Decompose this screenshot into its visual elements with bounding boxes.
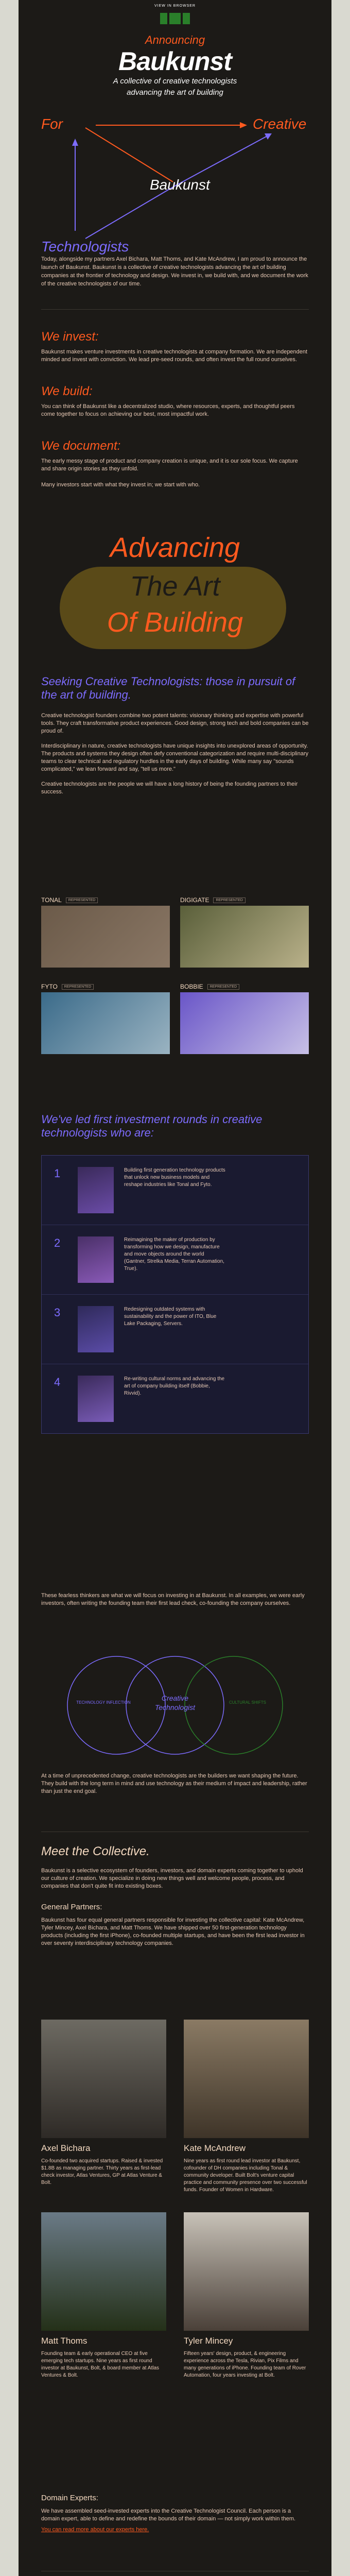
partner-card [41,2212,166,2379]
investment-number: 4 [54,1376,61,1388]
portfolio-item[interactable] [41,896,170,968]
seeking-title: Seeking Creative Technologists: those in pursuit of the art of building. [41,675,295,701]
document-title: We document: [41,439,121,453]
portfolio-grid [19,896,331,1113]
portfolio-name: BOBBIE [180,983,203,990]
brand-diagram [19,110,331,264]
portfolio-item[interactable] [180,896,309,968]
investment-text: Redesigning outdated systems with sustainability and the power of ITO, Blue Lake Packaging, Servers. [124,1307,217,1327]
portfolio-name: TONAL [41,896,62,904]
partner-photo [41,2020,166,2138]
partner-photo [184,2020,309,2138]
investment-image [78,1306,114,1352]
advancing-line-1: Advancing [110,532,240,563]
partner-name: Axel Bichara [41,2143,91,2153]
venn-body: At a time of unprecedented change, creative technologists are the builders we want shaping the future. They build with the long term in mind and use technology as their medium of impact and leadership, rather than just the end goal. [41,1773,307,1794]
tagline-line-2: advancing the art of building [127,88,223,97]
header [19,0,331,255]
diagram-for: For [41,116,63,132]
investment-image [78,1167,114,1213]
partner-bio: Co-founded two acquired startups. Raised & invested $1.8B as managing partner. Thirty years as first-lead check investor, Atlas Ventures, GP at Atlas Venture & Bolt. [41,2158,163,2185]
document-body: The early messy stage of product and company creation is unique, and it is our sole focus. We capture and share origin stories as they unfold. [41,458,298,472]
investment-item [42,1156,308,1225]
venn-left-label: TECHNOLOGY INFLECTION [76,1700,131,1705]
portfolio-item[interactable] [41,983,170,1054]
portfolio-badge: REPRESENTED [207,984,240,990]
portfolio-name: DIGIGATE [180,896,209,904]
domain-body: We have assembled seed-invested experts into the Creative Technologist Council. Each person is a domain expert, able to define and redefine the bounds of their domain — not simply work within them. [41,2508,296,2522]
pillars [19,330,331,526]
portfolio-badge: REPRESENTED [213,897,246,903]
portfolio-image [41,906,170,968]
investment-text: Reimagining the maker of production by transforming how we design, manufacture and move objects around the world (Gantner, Strelka Media, Terran Automation, True). [124,1237,224,1272]
investment-image [78,1376,114,1422]
tagline-line-1: A collective of creative technologists [113,77,237,86]
view-in-browser-link[interactable]: VIEW IN BROWSER [154,4,196,8]
venn-center-1: Creative [161,1694,189,1702]
seeking [19,675,331,891]
collective-title: Meet the Collective. [41,1844,150,1858]
partner-photo [184,2212,309,2331]
investment-image [78,1236,114,1283]
document-tagline: Many investors start with what they invest in; we start with who. [41,482,200,488]
gp-body: Baukunst has four equal general partners responsible for investing the collective capital: Kate McAndrew, Tyler Mincey, Axel Bichara, and Matt Thoms. We have shipped over 50 first-generation technology products (including the first iPhone), co-founded multiple startups, and have been the first lead investor in over seventy interdisciplinary technology companies. [41,1917,305,1946]
gp-heading: General Partners: [41,1903,102,1911]
portfolio-image [180,992,309,1054]
email-body [19,0,331,2576]
partner-card [184,2212,309,2379]
domain-heading: Domain Experts: [41,2494,98,2502]
seeking-p3: Creative technologists are the people we will have a long history of being the founding partners to their success. [41,781,298,795]
investments-list [41,1155,309,1434]
divider [41,309,309,310]
partner-name: Tyler Mincey [184,2336,233,2346]
investment-number: 2 [54,1236,61,1249]
investment-item [42,1295,308,1364]
partner-bio: Founding team & early operational CEO at five emerging tech startups. Nine years as first round investor at Baukunst, Bolt, & board member at Atlas Ventures & Bolt. [41,2351,160,2378]
portfolio-image [41,992,170,1054]
portfolio-item[interactable] [180,983,309,1054]
seeking-p2: Interdisciplinary in nature, creative technologists have unique insights into unexplored areas of opportunity. The products and systems they design often defy conventional categorization and require multi-disciplinary teams to clear technical and regulatory hurdles in the early days of building. While many say "sounds complicated," we lean forward and say, "tell us more." [41,743,309,772]
announcing-label: Announcing [145,33,205,46]
partner-bio: Fifteen years' design, product, & engineering experience across the Tesla, Rivian, Pix Films and many generations of iPhone. Founding team of Rover Automation, four years investing at Bolt. [184,2351,306,2378]
collective [19,1844,331,2009]
venn-right-label: CULTURAL SHIFTS [229,1700,266,1705]
logo [19,13,331,24]
venn-diagram [19,1649,331,1762]
build-body: You can think of Baukunst like a decentralized studio, where resources, experts, and thoughtful peers come together to focus on achieving our best, most impactful work. [41,403,295,417]
brand-title: Baukunst [118,47,232,76]
diagram-creative: Creative [253,116,307,132]
first-investments [19,1113,331,1577]
venn-body-wrap [19,1772,331,1824]
intro [19,255,331,337]
invest-body: Baukunst makes venture investments in creative technologists at company formation. We are independent minded and invest with conviction. We lead pre-seed rounds, and often invest the full round ourselves. [41,349,308,363]
portfolio-badge: REPRESENTED [66,897,98,903]
portfolio-name: FYTO [41,983,58,990]
partner-photo [41,2212,166,2331]
collective-intro: Baukunst is a selective ecosystem of founders, investors, and domain experts coming together to uphold our culture of creation. We specialize in doing new things well and welcome people, process, and companies that don't quite fit into existing boxes. [41,1868,303,1889]
investment-item [42,1225,308,1295]
investment-text: Building first generation technology products that unlock new business models and reshape industries like Tonal and Fyto. [124,1167,225,1188]
investment-number: 1 [54,1167,61,1180]
partners [19,2020,331,2473]
diagram-technologists: Technologists [41,239,129,255]
diagram-baukunst: Baukunst [150,177,210,193]
investment-number: 3 [54,1306,61,1319]
build-title: We build: [41,384,93,398]
partner-card [184,2020,309,2194]
portfolio-badge: REPRESENTED [62,984,94,990]
seeking-p1: Creative technologist founders combine two potent talents: visionary thinking and expertise with powerful tools. They craft transformative product experiences. Good design, strong tech and bold companies can be proud of. [41,713,309,734]
invest-title: We invest: [41,330,99,344]
advancing-block [19,526,331,670]
founders-note [19,1592,331,1643]
domain-experts-link[interactable]: You can read more about our experts here. [41,2527,149,2533]
investment-item [42,1364,308,1433]
intro-paragraph: Today, alongside my partners Axel Bichara, Matt Thoms, and Kate McAndrew, I am proud to announce the launch of Baukunst. Baukunst is a collective of creative technologists advancing the art of building companies at the frontier of technology and design. We invest in, we build with, and we document the work of the creative technologists of our time. [41,256,308,287]
first-investments-title: We've led first investment rounds in creative technologists who are: [41,1113,262,1139]
investment-text: Re-writing cultural norms and advancing the art of company building itself (Bobbie, Rivvid). [124,1376,225,1396]
advancing-line-3: Of Building [107,607,243,638]
partner-card [41,2020,166,2194]
advancing-line-2: The Art [130,571,220,602]
partner-name: Matt Thoms [41,2336,87,2346]
portfolio-image [180,906,309,968]
partner-bio: Nine years as first round lead investor at Baukunst, cofounder of DH companies including Tonal & community developer. Built Bolt's venture capital practice and community presence over two successful funds. Founder of Women in Hardware. [184,2158,307,2193]
partner-name: Kate McAndrew [184,2143,246,2153]
venn-center-2: Technologist [154,1703,196,1711]
domain-experts [19,2494,331,2566]
founders-note-text: These fearless thinkers are what we will focus on investing in at Baukunst. In all examples, we were early investors, often writing the founding team their first lead check, co-founding the company ourselves. [41,1592,305,1606]
